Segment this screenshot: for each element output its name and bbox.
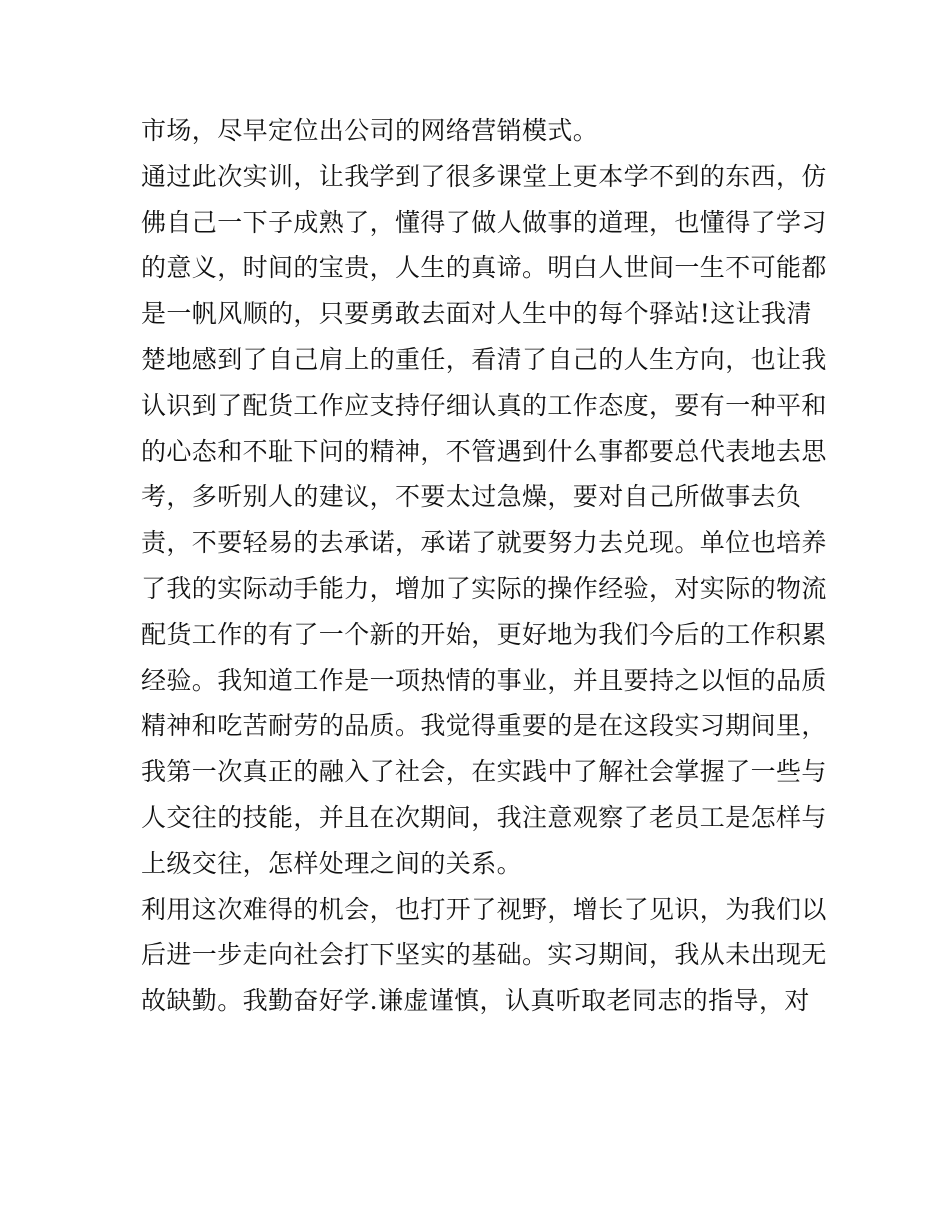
text-line: 是一帆风顺的，只要勇敢去面对人生中的每个驿站!这让我清 <box>141 299 812 329</box>
text-line: 经验。我知道工作是一项热情的事业，并且要持之以恒的品质 <box>141 665 827 695</box>
text-line: 了我的实际动手能力，增加了实际的操作经验，对实际的物流 <box>141 573 827 603</box>
text-line: 楚地感到了自己肩上的重任，看清了自己的人生方向，也让我 <box>141 344 827 374</box>
text-line: 后进一步走向社会打下坚实的基础。实习期间，我从未出现无 <box>141 940 827 970</box>
text-line: 配货工作的有了一个新的开始，更好地为我们今后的工作积累 <box>141 619 827 649</box>
text-line: 认识到了配货工作应支持仔细认真的工作态度，要有一种平和 <box>141 390 827 420</box>
text-line: 故缺勤。我勤奋好学.谦虚谨慎，认真听取老同志的指导，对 <box>141 986 810 1016</box>
text-line: 上级交往，怎样处理之间的关系。 <box>141 848 523 878</box>
text-line: 通过此次实训，让我学到了很多课堂上更本学不到的东西，仿 <box>141 161 827 191</box>
body-text <box>141 108 831 1024</box>
text-line: 利用这次难得的机会，也打开了视野，增长了见识，为我们以 <box>141 894 827 924</box>
text-line: 人交往的技能，并且在次期间，我注意观察了老员工是怎样与 <box>141 802 827 832</box>
text-line: 的意义，时间的宝贵，人生的真谛。明白人世间一生不可能都 <box>141 253 827 283</box>
text-line: 的心态和不耻下问的精神，不管遇到什么事都要总代表地去思 <box>141 436 827 466</box>
text-line: 我第一次真正的融入了社会，在实践中了解社会掌握了一些与 <box>141 757 827 787</box>
text-line: 市场，尽早定位出公司的网络营销模式。 <box>141 116 599 145</box>
text-line: 考，多听别人的建议，不要太过急燥，要对自己所做事去负 <box>141 482 802 512</box>
text-line: 责，不要轻易的去承诺，承诺了就要努力去兑现。单位也培养 <box>141 528 827 558</box>
text-line: 精神和吃苦耐劳的品质。我觉得重要的是在这段实习期间里， <box>141 711 827 741</box>
text-line: 佛自己一下子成熟了，懂得了做人做事的道理，也懂得了学习 <box>141 207 827 237</box>
